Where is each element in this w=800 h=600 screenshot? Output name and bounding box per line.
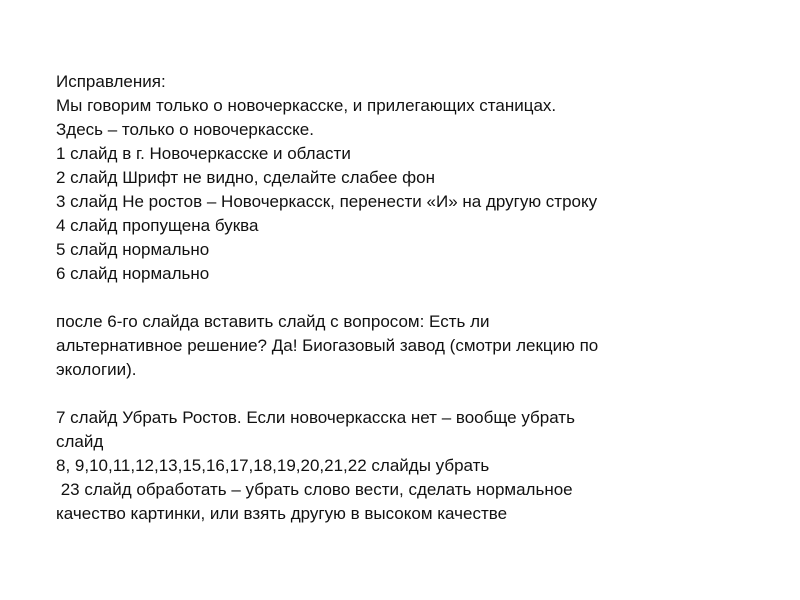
- text-line: экологии).: [56, 360, 137, 379]
- text-line: 3 слайд Не ростов – Новочеркасск, перенести «И» на другую строку: [56, 192, 598, 211]
- text-line: Здесь – только о новочеркасске.: [56, 120, 314, 139]
- text-line: 8, 9,10,11,12,13,15,16,17,18,19,20,21,22 слайды убрать: [56, 456, 490, 475]
- text-line: 7 слайд Убрать Ростов. Если новочеркасска нет – вообще убрать: [56, 408, 575, 427]
- text-line: 6 слайд нормально: [56, 264, 210, 283]
- text-line: 2 слайд Шрифт не видно, сделайте слабее фон: [56, 168, 435, 187]
- text-line: 5 слайд нормально: [56, 240, 210, 259]
- document-body: [56, 70, 756, 526]
- blank-line: [56, 286, 756, 310]
- text-line: 23 слайд обработать – убрать слово вести, сделать нормальное: [56, 480, 573, 499]
- blank-line: [56, 382, 756, 406]
- text-line: Мы говорим только о новочеркасске, и прилегающих станицах.: [56, 96, 557, 115]
- text-line: слайд: [56, 432, 104, 451]
- text-line: альтернативное решение? Да! Биогазовый завод (смотри лекцию по: [56, 336, 599, 355]
- text-line: после 6-го слайда вставить слайд с вопросом: Есть ли: [56, 312, 490, 331]
- text-line: качество картинки, или взять другую в высоком качестве: [56, 504, 508, 523]
- text-line: 4 слайд пропущена буква: [56, 216, 259, 235]
- text-line: 1 слайд в г. Новочеркасске и области: [56, 144, 351, 163]
- heading-corrections: Исправления:: [56, 72, 166, 91]
